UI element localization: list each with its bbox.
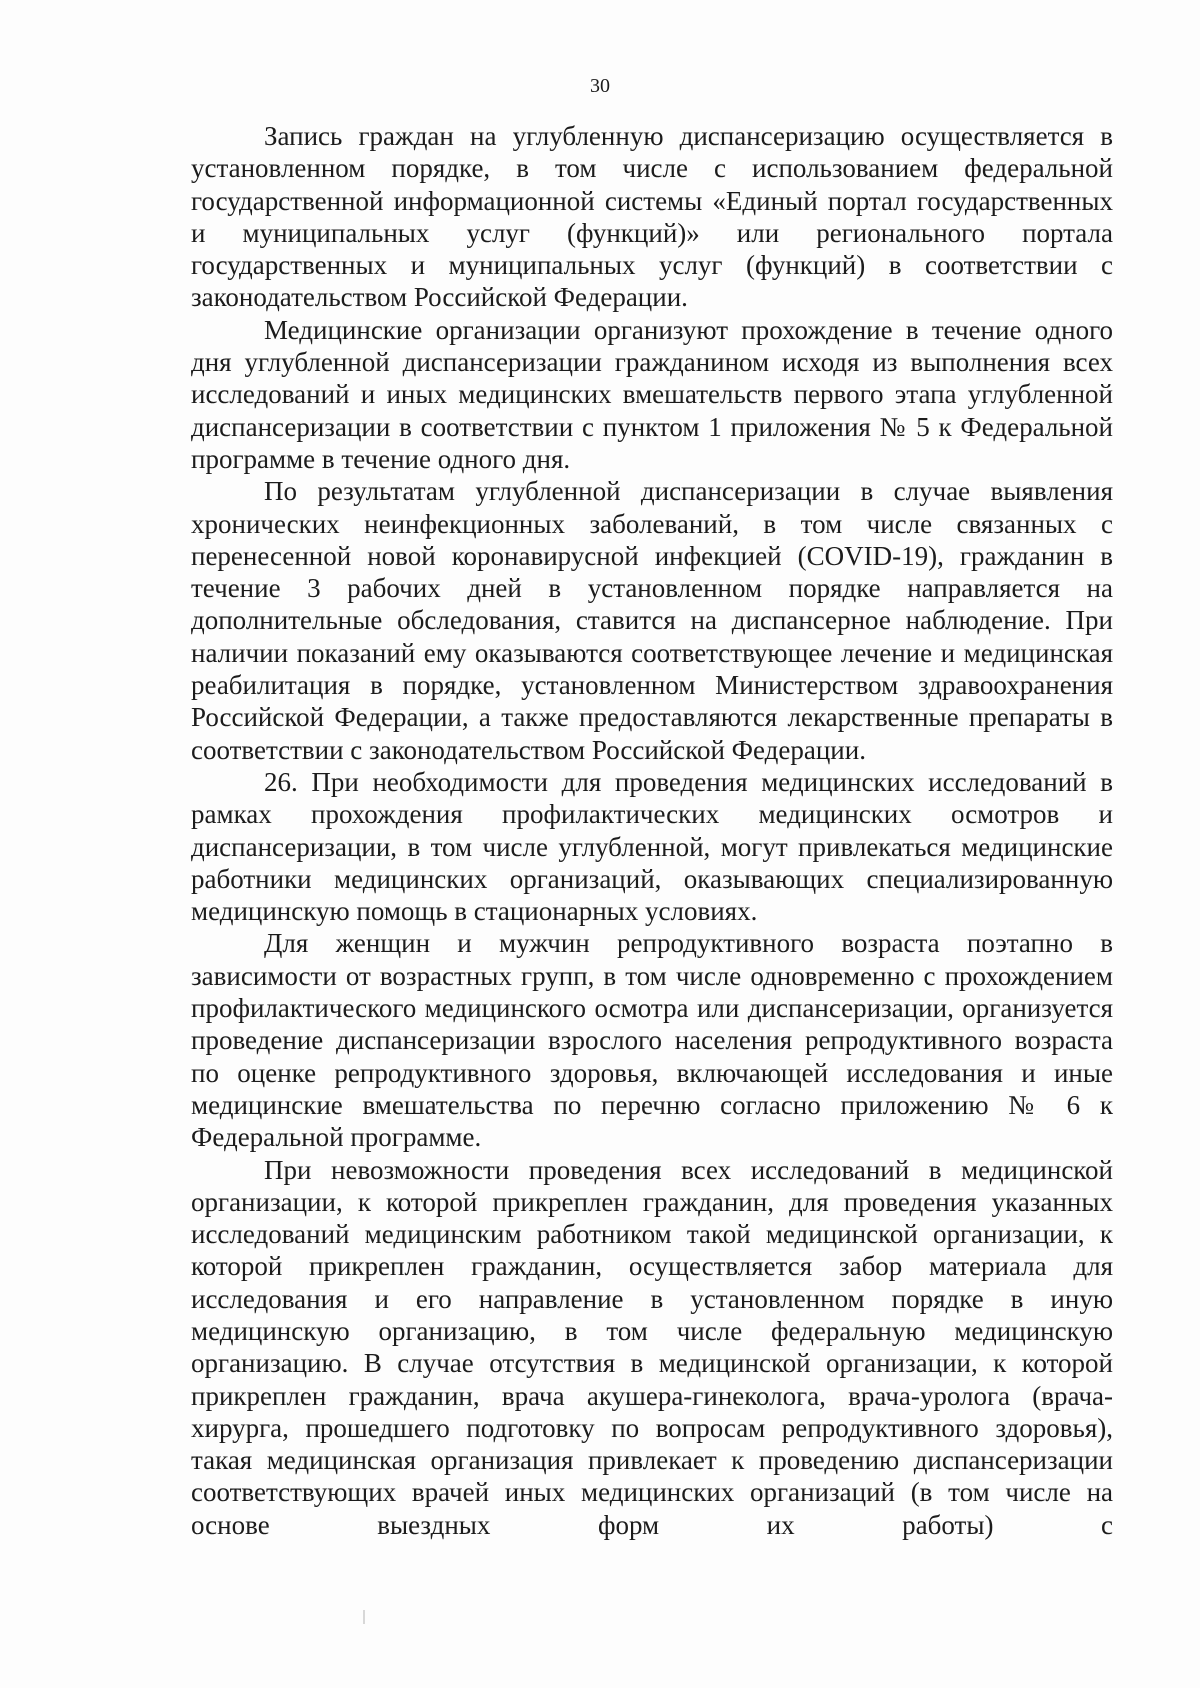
paragraph-registration: Запись граждан на углубленную диспансеризацию осуществляется в установленном порядке, в том числе с использованием федеральной государственной информационной системы «Единый портал государственных и муниципальных услуг (функций)» или регионального портала государственных и муниципальных услуг (функций) в соответствии с законодательством Российской Федерации. (191, 121, 1113, 313)
page-number: 30 (590, 75, 610, 97)
paragraph-material-collection: При невозможности проведения всех исследований в медицинской организации, к которой прикреплен гражданин, для проведения указанных исследований медицинским работником такой медицинской организации, к которой прикреплен гражданин, осуществляется забор материала для исследования и его направление в установленном порядке в иную медицинскую организацию, в том числе федеральную медицинскую организацию. В случае отсутствия в медицинской организации, к которой прикреплен гражданин, врача акушера-гинеколога, врача-уролога (врача-хирурга, прошедшего подготовку по вопросам репродуктивного здоровья), такая медицинская организация привлекает к проведению диспансеризации соответствующих врачей иных медицинских организаций (в том числе на основе выездных форм их работы) с (191, 1154, 1113, 1540)
scan-artifact (363, 1610, 365, 1624)
paragraph-item-26: 26. При необходимости для проведения медицинских исследований в рамках прохождения профилактических медицинских осмотров и диспансеризации, в том числе углубленной, могут привлекаться медицинские работники медицинских организаций, оказывающих специализированную медицинскую помощь в стационарных условиях. (191, 766, 1113, 927)
paragraph-one-day-examination: Медицинские организации организуют прохождение в течение одного дня углубленной диспансеризации гражданином исходя из выполнения всех исследований и иных медицинских вмешательств первого этапа углубленной диспансеризации в соответствии с пунктом 1 приложения № 5 к Федеральной программе в течение одного дня. (191, 314, 1113, 474)
document-body (191, 120, 1113, 1541)
paragraph-results-followup: По результатам углубленной диспансеризации в случае выявления хронических неинфекционных заболеваний, в том числе связанных с перенесенной новой коронавирусной инфекцией (COVID-19), гражданин в течение 3 рабочих дней в установленном порядке направляется на дополнительные обследования, ставится на диспансерное наблюдение. При наличии показаний ему оказываются соответствующее лечение и медицинская реабилитация в порядке, установленном Министерством здравоохранения Российской Федерации, а также предоставляются лекарственные препараты в соответствии с законодательством Российской Федерации. (191, 476, 1113, 765)
paragraph-reproductive-health: Для женщин и мужчин репродуктивного возраста поэтапно в зависимости от возрастных групп, в том числе одновременно с прохождением профилактического медицинского осмотра или диспансеризации, организуется проведение диспансеризации взрослого населения репродуктивного возраста по оценке репродуктивного здоровья, включающей исследования и иные медицинские вмешательства по перечню согласно приложению № 6 к Федеральной программе. (191, 928, 1113, 1153)
